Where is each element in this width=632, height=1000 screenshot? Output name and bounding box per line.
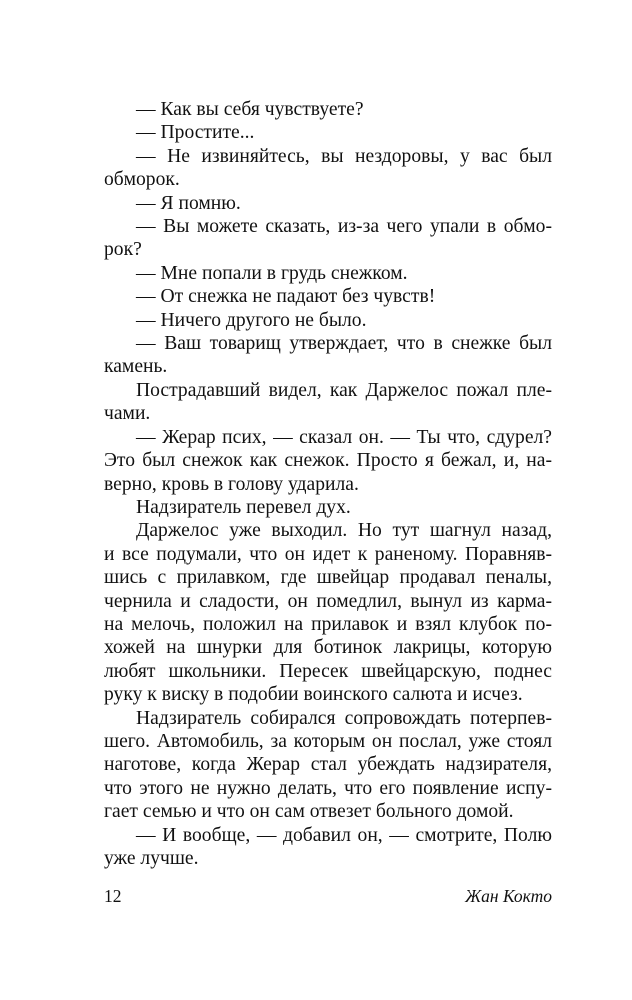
text-line: Надзиратель собирался сопровождать потерпев- <box>136 707 552 729</box>
text-line: что этого не нужно делать, что его появление испу- <box>104 777 552 799</box>
page-number: 12 <box>104 886 122 906</box>
text-line: — Мне попали в грудь снежком. <box>136 262 408 284</box>
text-line: обморок. <box>104 169 180 191</box>
paragraph <box>104 145 552 192</box>
text-line: чернила и сладости, он помедлил, вынул из карма- <box>104 590 552 612</box>
text-line: — Я помню. <box>136 192 241 214</box>
text-line: Надзиратель перевел дух. <box>136 496 351 518</box>
text-line: — Вы можете сказать, из-за чего упали в обмо- <box>136 216 552 238</box>
running-title: Жан Кокто <box>465 886 552 906</box>
text-line: гает семью и что он сам отвезет больного домой. <box>104 801 514 823</box>
text-line: — От снежка не падают без чувств! <box>136 286 436 308</box>
text-line: хожей на шнурки для ботинок лакрицы, которую <box>104 637 552 659</box>
text-line: шего. Автомобиль, за которым он послал, уже стоял <box>104 730 552 752</box>
paragraph <box>104 309 552 332</box>
text-line: — Не извиняйтесь, вы нездоровы, у вас был <box>136 145 552 167</box>
paragraph <box>104 426 552 496</box>
paragraph <box>104 379 552 426</box>
text-line: рок? <box>104 239 142 261</box>
text-line: руку к виску в подобии воинского салюта и исчез. <box>104 684 523 706</box>
text-line: — Ваш товарищ утверждает, что в снежке был <box>136 333 552 355</box>
text-line: камень. <box>104 356 168 378</box>
text-line: — Простите... <box>136 122 255 144</box>
text-line: верно, кровь в голову ударила. <box>104 473 359 495</box>
text-line: чами. <box>104 403 151 425</box>
paragraph <box>104 285 552 308</box>
page-footer <box>104 886 552 910</box>
text-line: Пострадавший видел, как Даржелос пожал пле- <box>136 379 552 401</box>
text-line: Даржелос уже выходил. Но тут шагнул назад, <box>136 520 552 542</box>
paragraph <box>104 121 552 144</box>
paragraph <box>104 519 552 706</box>
page-body-text <box>104 98 552 870</box>
text-line: Это был снежок как снежок. Просто я бежал, и, на- <box>104 450 552 472</box>
text-line: на мелочь, положил на прилавок и взял клубок по- <box>104 613 552 635</box>
paragraph <box>104 496 552 519</box>
paragraph <box>104 707 552 824</box>
paragraph <box>104 98 552 121</box>
text-line: уже лучше. <box>104 848 199 869</box>
text-line: — Как вы себя чувствуете? <box>136 99 364 120</box>
text-line: — Жерар псих, — сказал он. — Ты что, сдурел? <box>136 426 552 448</box>
text-line: и все подумали, что он идет к раненому. Поравняв- <box>104 543 552 565</box>
paragraph <box>104 192 552 215</box>
text-line: — Ничего другого не было. <box>136 309 367 331</box>
text-line: любят школьники. Пересек швейцарскую, поднес <box>104 660 552 682</box>
paragraph <box>104 332 552 379</box>
text-line: — И вообще, — добавил он, — смотрите, Полю <box>136 824 552 846</box>
paragraph <box>104 215 552 262</box>
text-line: шись с прилавком, где швейцар продавал пеналы, <box>104 567 552 589</box>
paragraph <box>104 262 552 285</box>
text-line: наготове, когда Жерар стал убеждать надзирателя, <box>104 754 552 776</box>
paragraph <box>104 824 552 871</box>
